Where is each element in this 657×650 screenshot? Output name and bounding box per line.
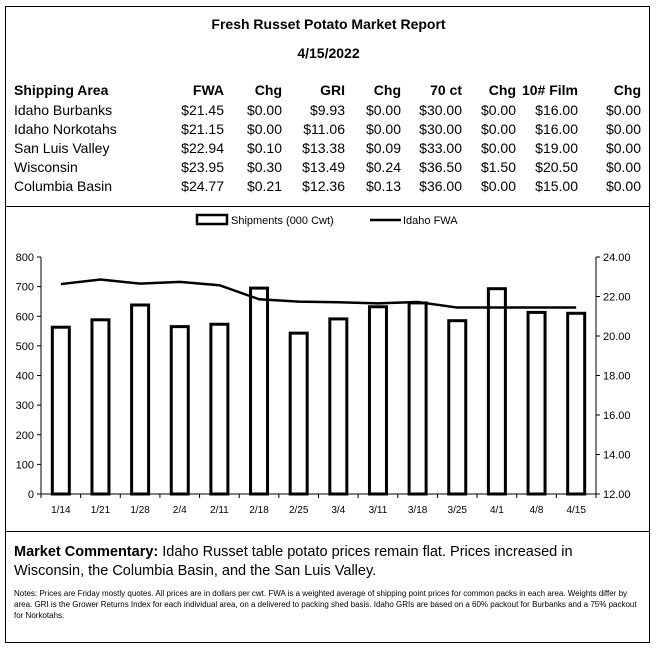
market-commentary	[14, 543, 644, 581]
x-tick-label: 4/1	[489, 505, 504, 516]
price-cell: $0.24	[365, 159, 401, 175]
price-cell: $0.09	[365, 140, 401, 156]
left-tick-label: 700	[15, 281, 34, 294]
shipment-bar	[568, 313, 585, 494]
price-cell: $0.21	[246, 178, 282, 194]
right-tick-label: 22.00	[603, 291, 631, 304]
x-tick-label: 1/28	[130, 505, 150, 516]
shipment-bar	[449, 321, 466, 494]
x-tick-label: 2/11	[210, 505, 229, 516]
price-cell: $36.00	[419, 178, 462, 194]
right-tick-label: 16.00	[603, 410, 631, 422]
price-cell: $16.00	[535, 102, 578, 118]
x-tick-label: 2/25	[288, 505, 309, 516]
price-cell: $0.00	[246, 121, 282, 137]
right-tick-label: 20.00	[603, 331, 631, 343]
legend-label-shipments: Shipments (000 Cwt)	[231, 215, 334, 227]
shipment-bar	[409, 303, 426, 494]
x-tick-label: 2/4	[172, 505, 187, 516]
legend-label-fwa: Idaho FWA	[403, 215, 458, 227]
table-row	[14, 158, 641, 177]
price-cell: $21.45	[181, 102, 224, 118]
shipping-area-cell: Idaho Burbanks	[14, 102, 113, 118]
shipment-bar	[330, 319, 347, 494]
right-tick-label: 12.00	[603, 489, 631, 501]
legend-swatch-shipments	[197, 215, 227, 224]
price-cell: $0.30	[246, 159, 282, 175]
x-tick-label: 4/15	[566, 505, 586, 516]
left-tick-label: 800	[15, 252, 34, 264]
shipment-bar	[528, 312, 545, 494]
price-cell: $0.00	[480, 102, 516, 118]
shipment-bar	[290, 333, 307, 494]
table-row	[14, 120, 641, 139]
col-header: Chg	[254, 82, 282, 98]
col-header: 70 ct	[430, 82, 462, 98]
x-tick-label: 3/18	[407, 505, 428, 516]
left-tick-label: 100	[15, 459, 34, 472]
shipment-bar	[488, 289, 505, 494]
price-cell: $0.00	[246, 102, 282, 118]
shipments-fwa-chart	[5, 206, 650, 532]
left-tick-label: 300	[15, 400, 34, 413]
x-tick-label: 3/4	[331, 505, 346, 516]
table-row	[14, 139, 641, 158]
price-cell: $24.77	[181, 178, 224, 194]
shipping-area-cell: Wisconsin	[14, 159, 78, 175]
price-cell: $0.00	[365, 102, 401, 118]
left-tick-label: 400	[15, 370, 34, 383]
x-tick-label: 2/18	[249, 505, 269, 516]
x-tick-label: 1/21	[90, 505, 111, 516]
price-cell: $19.00	[535, 140, 578, 156]
shipment-bar	[369, 307, 386, 494]
col-header: Chg	[373, 82, 401, 98]
price-cell: $0.00	[365, 121, 401, 137]
table-row	[14, 101, 641, 120]
shipping-area-cell: San Luis Valley	[14, 140, 110, 156]
table-header-row	[14, 80, 641, 101]
price-cell: $30.00	[419, 102, 462, 118]
price-cell: $0.00	[605, 102, 641, 118]
shipping-area-cell: Idaho Norkotahs	[14, 121, 117, 137]
table-row	[14, 177, 641, 196]
x-tick-label: 3/25	[447, 505, 467, 516]
col-header: Chg	[488, 82, 516, 98]
shipment-bar	[211, 324, 228, 494]
price-cell: $0.00	[605, 159, 641, 175]
price-cell: $0.00	[605, 121, 641, 137]
price-cell: $16.00	[535, 121, 578, 137]
price-cell: $21.15	[181, 121, 224, 137]
commentary-lead: Market Commentary:	[14, 544, 159, 560]
shipping-area-cell: Columbia Basin	[14, 178, 113, 194]
col-header: GRI	[320, 82, 345, 98]
price-cell: $11.06	[303, 121, 345, 137]
shipments-bars	[52, 288, 584, 494]
footnotes: Notes: Prices are Friday mostly quotes. All prices are in dollars per cwt. FWA is a weighted average of shipping point prices for common packs in each area. Weights differ by area. GRI is the Grower Returns Index for each individual area, on a delivered to packing shed basis. Idaho GRIs are based on a 60% packout for Burbanks and a 75% packout for Norkotahs.	[14, 589, 637, 620]
x-tick-label: 3/11	[368, 505, 388, 516]
left-tick-label: 500	[15, 340, 34, 353]
chart-legend	[197, 215, 458, 227]
price-cell: $0.00	[480, 140, 516, 156]
price-cell: $15.00	[535, 178, 578, 194]
price-cell: $0.00	[605, 140, 641, 156]
price-cell: $1.50	[480, 159, 516, 175]
left-tick-label: 200	[15, 429, 34, 442]
shipment-bar	[171, 327, 188, 494]
shipment-bar	[251, 288, 268, 494]
right-tick-label: 14.00	[603, 449, 631, 462]
price-cell: $12.36	[302, 178, 345, 194]
right-tick-label: 24.00	[603, 252, 631, 264]
price-cell: $9.93	[309, 102, 345, 118]
x-tick-label: 1/14	[51, 505, 71, 516]
commentary-text: Idaho Russet table potato prices remain flat. Prices increased in Wisconsin, the Columbia Basin, and the San Luis Valley.	[14, 544, 573, 579]
price-cell: $36.50	[419, 159, 462, 175]
col-header: FWA	[192, 82, 224, 98]
left-tick-label: 0	[27, 489, 34, 501]
left-tick-label: 600	[15, 311, 34, 324]
price-cell: $33.00	[419, 140, 462, 156]
report-title: Fresh Russet Potato Market Report	[211, 16, 446, 32]
price-cell: $23.95	[181, 159, 224, 175]
price-cell: $13.49	[302, 159, 345, 175]
price-cell: $0.10	[246, 140, 282, 156]
right-tick-label: 18.00	[603, 370, 631, 383]
price-cell: $20.50	[535, 159, 578, 175]
price-cell: $13.38	[302, 140, 345, 156]
col-header: Chg	[613, 82, 641, 98]
price-cell: $22.94	[181, 140, 224, 156]
col-header: Shipping Area	[14, 82, 109, 98]
price-cell: $0.13	[365, 178, 401, 194]
price-cell: $0.00	[605, 178, 641, 194]
shipment-bar	[52, 327, 69, 494]
x-tick-label: 4/8	[529, 505, 544, 516]
shipment-bar	[132, 305, 149, 494]
col-header: 10# Film	[521, 82, 578, 98]
price-cell: $0.00	[480, 178, 516, 194]
shipment-bar	[92, 320, 109, 494]
report-date: 4/15/2022	[297, 45, 360, 61]
price-cell: $0.00	[480, 121, 516, 137]
price-table	[14, 80, 641, 196]
price-cell: $30.00	[419, 121, 462, 137]
